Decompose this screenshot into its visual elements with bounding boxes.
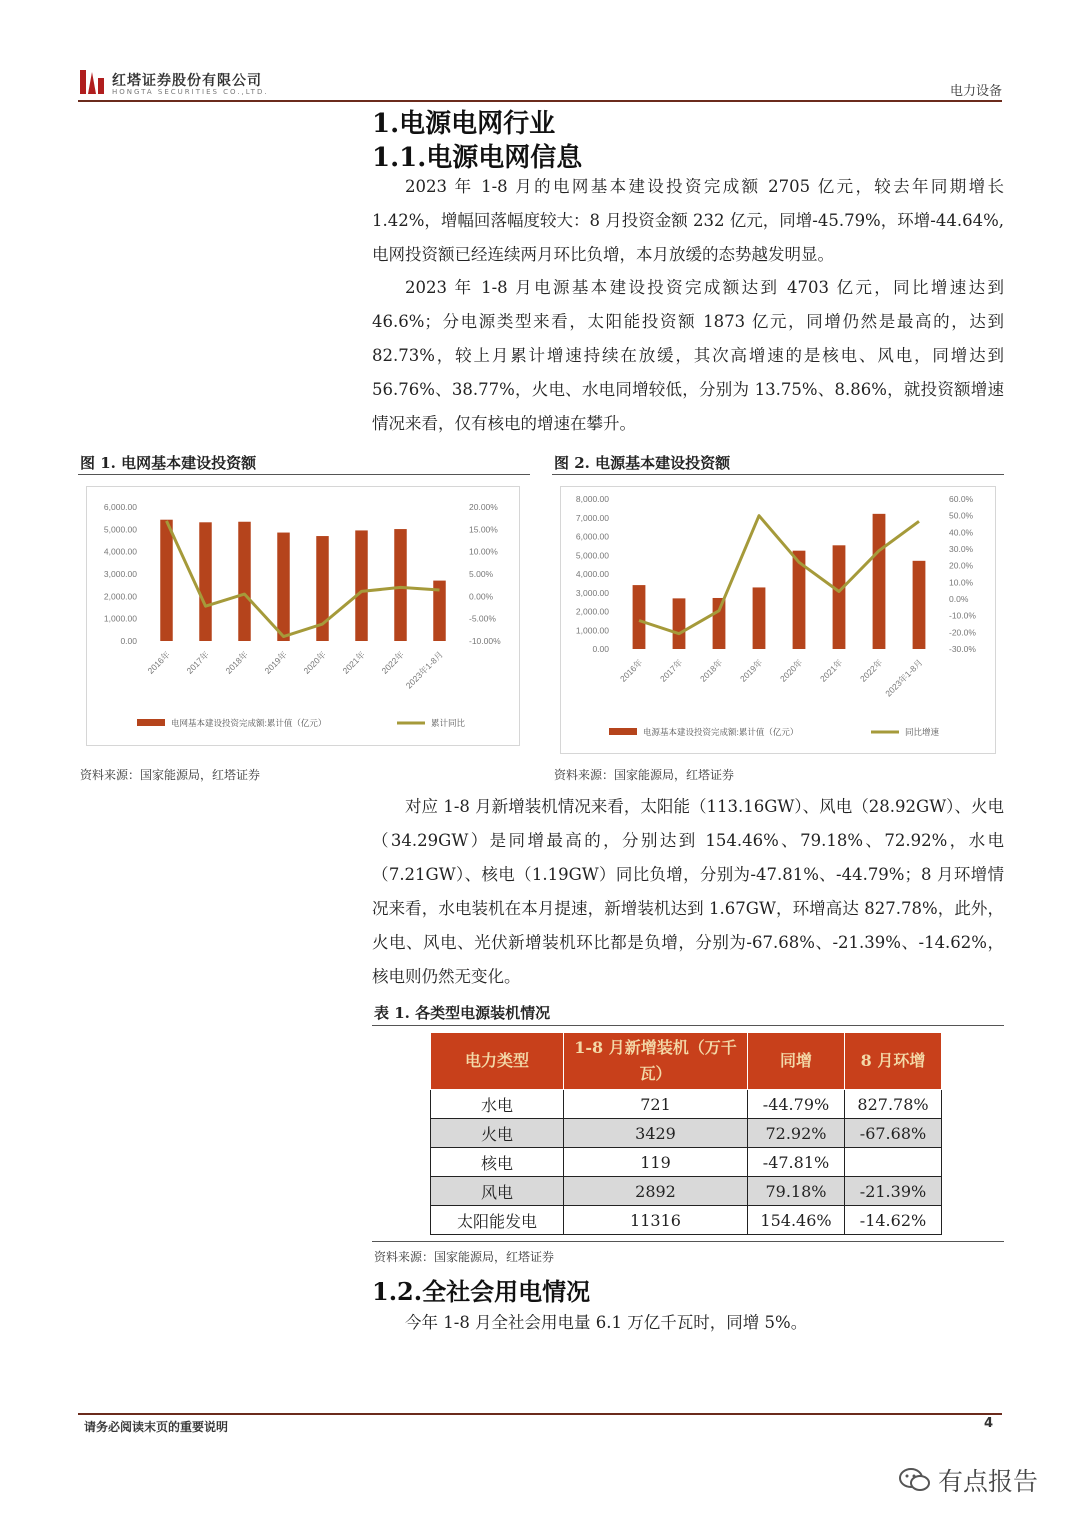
paragraph-power-investment (372, 271, 1004, 441)
y-tick-right: 5.00% (469, 569, 494, 579)
x-tick-label: 2018年 (697, 657, 725, 684)
bar (913, 561, 926, 649)
y-tick-left: 0.00 (592, 644, 609, 654)
y-tick-right: 20.0% (949, 560, 974, 571)
x-tick-label: 2020年 (777, 657, 805, 684)
paragraph-consumption (372, 1306, 1004, 1340)
y-tick-right: -10.00% (469, 636, 501, 646)
cell-type: 太阳能发电 (431, 1206, 564, 1235)
figure-1-title: 图 1. 电网基本建设投资额 (80, 454, 257, 472)
y-tick-right: 0.00% (469, 591, 494, 602)
bar (238, 522, 250, 641)
x-tick-label: 2016年 (617, 657, 645, 684)
y-tick-left: 5,000.00 (575, 550, 609, 561)
legend-bar-label: 电源基本建设投资完成额:累计值（亿元） (643, 727, 799, 737)
cell-capacity: 2892 (564, 1177, 748, 1206)
header-mom: 8 月环增 (845, 1033, 942, 1090)
figure-1-source: 资料来源：国家能源局，红塔证券 (80, 768, 261, 782)
paragraph-new-capacity (372, 790, 1004, 994)
y-tick-right: 40.0% (949, 527, 974, 538)
cell-yoy: -44.79% (748, 1090, 845, 1119)
figure-1-rule (78, 474, 530, 475)
y-tick-right: -10.0% (949, 610, 976, 621)
table-row (431, 1148, 942, 1177)
y-tick-right: -20.0% (949, 627, 976, 638)
figure-2-chart (560, 486, 996, 754)
bar (160, 520, 172, 641)
table-1-rule (372, 1025, 1004, 1026)
table-bottom-rule (372, 1241, 1004, 1242)
figure-2-rule (552, 474, 1004, 475)
x-tick-label: 2023年1-8月 (403, 649, 445, 691)
bar (713, 598, 726, 649)
company-name: 红塔证券股份有限公司 (112, 73, 262, 89)
bar (277, 533, 289, 641)
y-tick-left: 3,000.00 (575, 587, 609, 598)
y-tick-left: 4,000.00 (103, 546, 137, 557)
y-tick-left: 2,000.00 (575, 606, 609, 617)
table-row (431, 1206, 942, 1235)
paragraph-text: 2023 年 1-8 月电源基本建设投资完成额达到 4703 亿元，同比增速达到 46.6%；分电源类型来看，太阳能投资额 1873 亿元，同增仍然是最高的，达到 82.73%，较上月累计增速持续在放缓，其次高增速的是核电、风电，同增达到 56.76%、38.77%，火电、水电同增较低，分别为 13.75%、8.86%，就投资额增速情况来看，仅有核电的增速在攀升。 (372, 278, 1004, 433)
y-tick-left: 6,000.00 (575, 531, 609, 542)
bar (633, 585, 646, 649)
footer-rule (78, 1413, 1002, 1415)
cell-capacity: 119 (564, 1148, 748, 1177)
y-tick-right: -30.0% (949, 644, 976, 654)
bar (833, 545, 846, 649)
paragraph-text: 对应 1-8 月新增装机情况来看，太阳能（113.16GW）、风电（28.92GW）、火电（34.29GW）是同增最高的，分别达到 154.46%、79.18%、72.92%，水电（7.21GW）、核电（1.19GW）同比负增，分别为-47.81%、-44.79%；8 月环增情况来看，水电装机在本月提速，新增装机达到 1.67GW，环增高达 827.78%，此外，火电、风电、光伏新增装机环比都是负增，分别为-67.68%、-21.39%、-14.62%，核电则仍然无变化。 (372, 797, 1004, 986)
table-1-source: 资料来源：国家能源局，红塔证券 (374, 1250, 555, 1264)
company-logo (78, 66, 108, 96)
cell-type: 火电 (431, 1119, 564, 1148)
section-heading-1-1: 1.1.电源电网信息 (372, 143, 583, 173)
cell-type: 水电 (431, 1090, 564, 1119)
table-row (431, 1090, 942, 1119)
cell-capacity: 11316 (564, 1206, 748, 1235)
cell-type: 风电 (431, 1177, 564, 1206)
cell-mom: 827.78% (845, 1090, 942, 1119)
y-tick-right: 20.00% (469, 502, 498, 512)
cell-yoy: 79.18% (748, 1177, 845, 1206)
power-investment-chart (561, 487, 995, 753)
table-row (431, 1119, 942, 1148)
x-tick-label: 2023年1-8月 (883, 657, 925, 699)
x-tick-label: 2017年 (657, 657, 685, 684)
x-tick-label: 2022年 (379, 649, 406, 676)
watermark-text: 有点报告 (938, 1467, 1039, 1496)
y-tick-right: 30.0% (949, 544, 974, 554)
paragraph-text: 今年 1-8 月全社会用电量 6.1 万亿千瓦时，同增 5%。 (405, 1313, 808, 1332)
x-tick-label: 2022年 (857, 657, 885, 684)
bar (873, 514, 886, 649)
legend-bar-swatch (137, 719, 165, 726)
capacity-table (430, 1032, 942, 1235)
cell-mom: -14.62% (845, 1206, 942, 1235)
cell-type: 核电 (431, 1148, 564, 1177)
y-tick-left: 8,000.00 (575, 494, 609, 504)
x-tick-label: 2021年 (340, 649, 367, 676)
header-type: 电力类型 (431, 1033, 564, 1090)
y-tick-left: 5,000.00 (103, 524, 137, 535)
legend-bar-swatch (609, 728, 637, 735)
y-tick-right: 15.00% (469, 524, 498, 535)
cell-capacity: 3429 (564, 1119, 748, 1148)
table-row (431, 1177, 942, 1206)
company-name-en: HONGTA SECURITIES CO.,LTD. (112, 88, 269, 96)
y-tick-right: 10.00% (469, 546, 498, 557)
sector-label: 电力设备 (949, 84, 1002, 99)
y-tick-left: 6,000.00 (103, 502, 137, 512)
bar (355, 530, 367, 641)
y-tick-right: -5.00% (469, 613, 496, 624)
y-tick-left: 1,000.00 (575, 625, 609, 636)
bar (394, 529, 406, 641)
footer-note: 请务必阅读末页的重要说明 (84, 1420, 229, 1434)
header-rule (78, 100, 1002, 102)
y-tick-left: 0.00 (120, 636, 137, 646)
section-heading-1: 1.电源电网行业 (372, 109, 556, 139)
cell-mom (845, 1148, 942, 1177)
x-tick-label: 2019年 (737, 657, 765, 684)
figure-1-chart (86, 486, 520, 746)
y-tick-right: 60.0% (949, 494, 974, 504)
figure-2-title: 图 2. 电源基本建设投资额 (554, 454, 731, 472)
cell-yoy: 154.46% (748, 1206, 845, 1235)
cell-yoy: 72.92% (748, 1119, 845, 1148)
header-yoy: 同增 (748, 1033, 845, 1090)
x-tick-label: 2016年 (145, 649, 172, 676)
cell-yoy: -47.81% (748, 1148, 845, 1177)
x-tick-label: 2018年 (223, 649, 250, 676)
grid-investment-chart (87, 487, 519, 745)
table-1-title: 表 1. 各类型电源装机情况 (374, 1004, 551, 1022)
paragraph-grid-investment (372, 170, 1004, 272)
y-tick-left: 4,000.00 (575, 569, 609, 579)
capacity-table-wrap (430, 1032, 942, 1235)
y-tick-right: 0.0% (949, 594, 969, 604)
table-header-row (431, 1033, 942, 1090)
x-tick-label: 2019年 (262, 649, 289, 676)
legend-line-label: 累计同比 (431, 718, 466, 728)
watermark (898, 1462, 1038, 1498)
y-tick-left: 7,000.00 (575, 512, 609, 523)
y-tick-right: 50.0% (949, 510, 974, 521)
bar (673, 598, 686, 649)
section-heading-1-2: 1.2.全社会用电情况 (372, 1277, 591, 1306)
cell-mom: -67.68% (845, 1119, 942, 1148)
y-tick-left: 2,000.00 (103, 591, 137, 602)
wechat-icon (898, 1466, 932, 1494)
page-number: 4 (984, 1416, 994, 1431)
bar (199, 522, 211, 641)
x-tick-label: 2017年 (184, 649, 211, 676)
legend-line-label: 同比增速 (905, 727, 940, 737)
header-new-capacity: 1-8 月新增装机（万千瓦） (564, 1033, 748, 1090)
y-tick-left: 3,000.00 (103, 569, 137, 579)
legend-bar-label: 电网基本建设投资完成额:累计值（亿元） (171, 718, 327, 728)
bar (753, 587, 766, 649)
y-tick-right: 10.0% (949, 577, 974, 588)
cell-mom: -21.39% (845, 1177, 942, 1206)
x-tick-label: 2021年 (817, 657, 845, 684)
x-tick-label: 2020年 (301, 649, 328, 676)
figure-2-source: 资料来源：国家能源局，红塔证券 (554, 768, 735, 782)
y-tick-left: 1,000.00 (103, 613, 137, 624)
cell-capacity: 721 (564, 1090, 748, 1119)
paragraph-text: 2023 年 1-8 月的电网基本建设投资完成额 2705 亿元，较去年同期增长 1.42%，增幅回落幅度较大：8 月投资金额 232 亿元，同增-45.79%，环增-44.64%,电网投资额已经连续两月环比负增，本月放缓的态势越发明显。 (372, 177, 1004, 264)
